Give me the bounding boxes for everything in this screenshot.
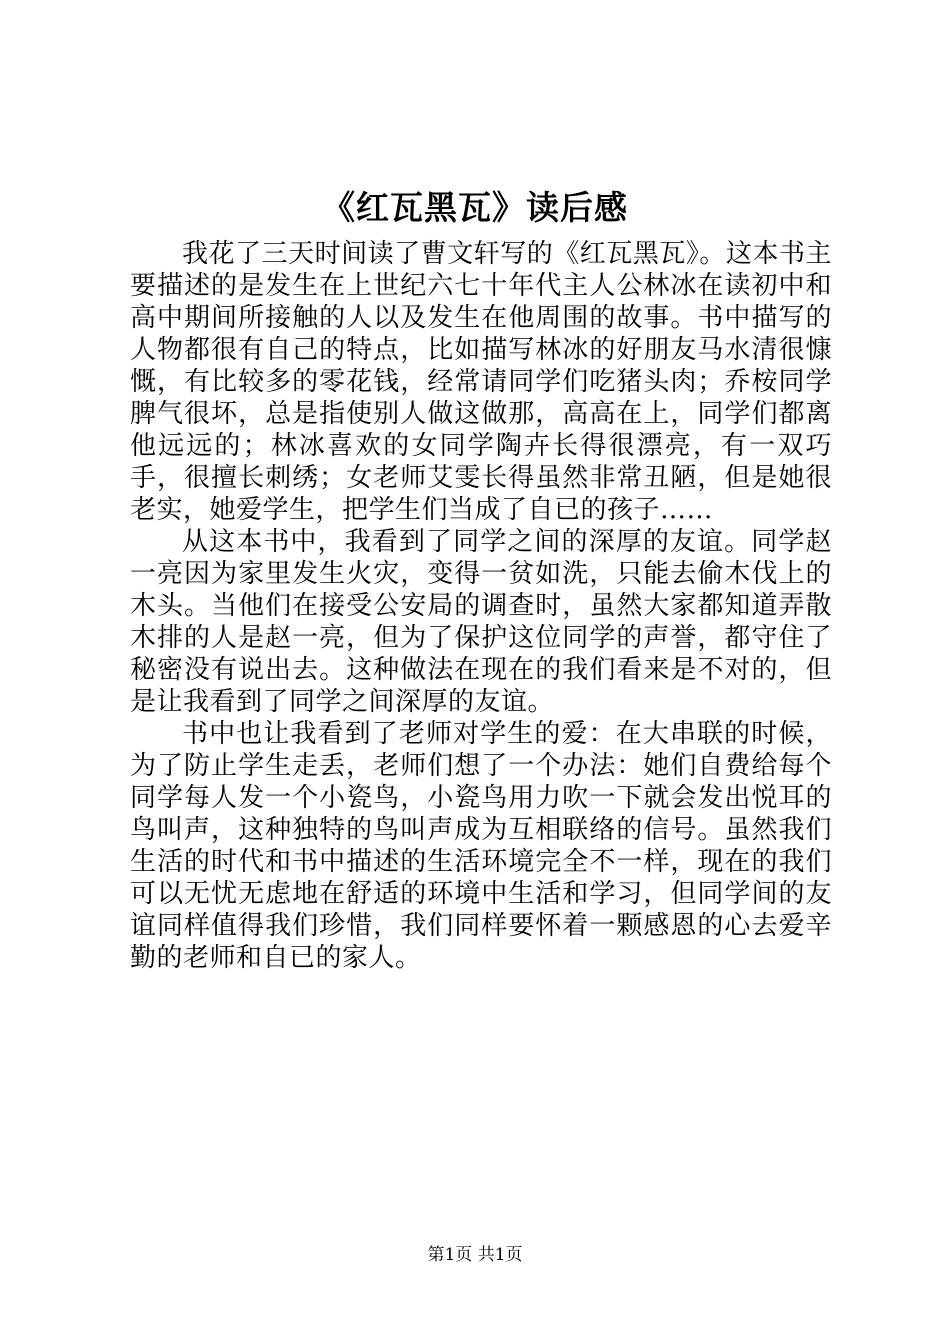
document-body bbox=[130, 238, 832, 974]
page-footer: 第1页 共1页 bbox=[427, 1245, 523, 1265]
paragraph-2: 从这本书中，我看到了同学之间的深厚的友谊。同学赵一亮因为家里发生火灾，变得一贫如洗，只能去偷木伐上的木头。当他们在接受公安局的调查时，虽然大家都知道弄散木排的人是赵一亮，但为了保护这位同学的声誉，都守住了秘密没有说出去。这种做法在现在的我们看来是不对的，但是让我看到了同学之间深厚的友谊。 bbox=[130, 527, 832, 717]
paragraph-1: 我花了三天时间读了曹文轩写的《红瓦黑瓦》。这本书主要描述的是发生在上世纪六七十年代主人公林冰在读初中和高中期间所接触的人以及发生在他周围的故事。书中描写的人物都很有自己的特点，比如描写林冰的好朋友马水清很慷慨，有比较多的零花钱，经常请同学们吃猪头肉；乔桉同学脾气很坏，总是指使别人做这做那，高高在上，同学们都离他远远的；林冰喜欢的女同学陶卉长得很漂亮，有一双巧手，很擅长刺绣；女老师艾雯长得虽然非常丑陋，但是她很老实，她爱学生，把学生们当成了自已的孩子…… bbox=[130, 239, 832, 525]
document-title: 《红瓦黑瓦》读后感 bbox=[322, 188, 628, 227]
paragraph-3: 书中也让我看到了老师对学生的爱：在大串联的时候，为了防止学生走丢，老师们想了一个办法：她们自费给每个同学每人发一个小瓷鸟，小瓷鸟用力吹一下就会发出悦耳的鸟叫声，这种独特的鸟叫声成为互相联络的信号。虽然我们生活的时代和书中描述的生活环境完全不一样，现在的我们可以无忧无虑地在舒适的环境中生活和学习，但同学间的友谊同样值得我们珍惜，我们同样要怀着一颗感恩的心去爱辛勤的老师和自已的家人。 bbox=[130, 719, 832, 973]
